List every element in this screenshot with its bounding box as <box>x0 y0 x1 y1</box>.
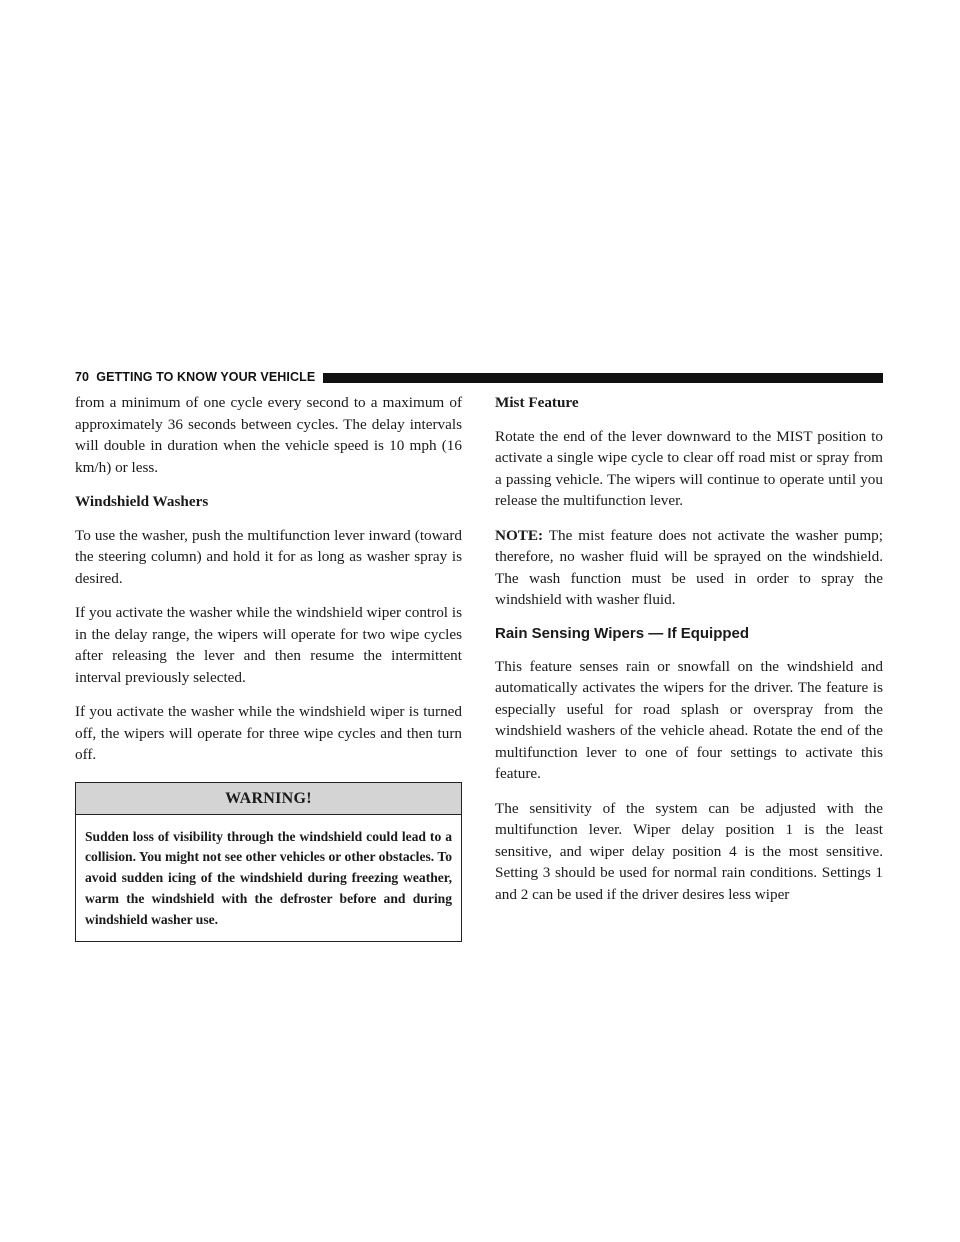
header-rule <box>323 373 883 383</box>
page-header <box>75 369 883 385</box>
rain-paragraph-1: This feature senses rain or snowfall on the windshield and automatically activates the wipers for the driver. The feature is especially useful for road splash or overspray from the windshield washers of the vehicle ahead. Rotate the end of the multifunction lever to one of four settings to activate this feature. <box>495 657 883 782</box>
note-text: The mist feature does not activate the washer pump; therefore, no washer fluid will be sprayed on the windshield. The wash function must be used in order to spray the windshield with washer fluid. <box>495 526 883 608</box>
warning-title: WARNING! <box>76 783 461 815</box>
left-column <box>75 392 462 942</box>
washers-paragraph-1: To use the washer, push the multifunction lever inward (toward the steering column) and hold it for as long as washer spray is desired. <box>75 526 462 587</box>
washers-paragraph-3: If you activate the washer while the windshield wiper is turned off, the wipers will operate for three wipe cycles and then turn off. <box>75 703 462 763</box>
washers-paragraph-2: If you activate the washer while the windshield wiper control is in the delay range, the wipers will operate for two wipe cycles after releasing the lever and then resume the intermittent interval previously selected. <box>75 604 462 686</box>
note-paragraph <box>495 525 883 611</box>
rain-sensing-heading: Rain Sensing Wipers — If Equipped <box>495 624 750 642</box>
windshield-washers-heading: Windshield Washers <box>75 493 209 510</box>
mist-paragraph: Rotate the end of the lever downward to the MIST position to activate a single wipe cycle to clear off road mist or spray from a passing vehicle. The wipers will continue to operate until you release the multifunction lever. <box>495 427 883 509</box>
right-column <box>495 392 883 918</box>
mist-feature-heading: Mist Feature <box>495 394 579 411</box>
note-label: NOTE: <box>495 526 544 544</box>
rain-paragraph-2: The sensitivity of the system can be adjusted with the multifunction lever. Wiper delay position 1 is the least sensitive, and wiper delay position 4 is the most sensitive. Setting 3 should be used for normal rain conditions. Settings 1 and 2 can be used if the driver desires less wiper <box>495 799 883 903</box>
intro-paragraph: from a minimum of one cycle every second to a maximum of approximately 36 seconds between cycles. The delay intervals will double in duration when the vehicle speed is 10 mph (16 km/h) or less. <box>75 394 462 476</box>
section-name: GETTING TO KNOW YOUR VEHICLE <box>96 370 316 384</box>
warning-text: Sudden loss of visibility through the windshield could lead to a collision. You might not see other vehicles or other obstacles. To avoid sudden icing of the windshield during freezing weather, warm the windshield with the defroster before and during windshield washer use. <box>85 828 452 927</box>
warning-box <box>75 782 462 943</box>
header-label <box>75 370 323 384</box>
page-number: 70 <box>75 370 90 384</box>
